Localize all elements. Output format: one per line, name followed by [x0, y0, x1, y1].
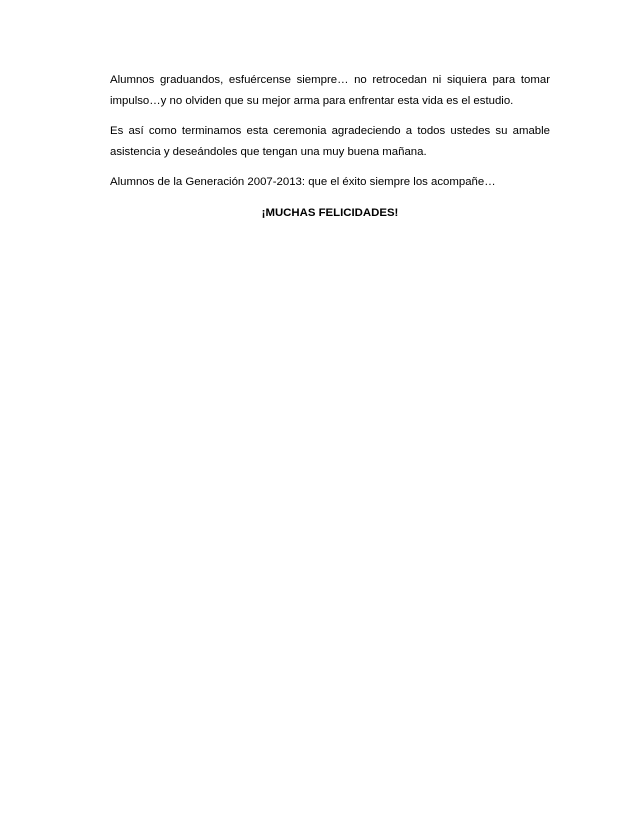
closing-congratulations: ¡MUCHAS FELICIDADES!	[261, 207, 399, 219]
paragraph-generation: Alumnos de la Generación 2007-2013: que el éxito siempre los acompañe…	[110, 176, 496, 188]
paragraph-thanks: Es así como terminamos esta ceremonia agradeciendo a todos ustedes su amable asistencia y deseándoles que tengan una muy buena mañana.	[110, 125, 550, 158]
document-body	[110, 70, 550, 224]
paragraph-advice: Alumnos graduandos, esfuércense siempre… no retrocedan ni siquiera para tomar impulso…y no olviden que su mejor arma para enfrentar esta vida es el estudio.	[110, 74, 550, 107]
